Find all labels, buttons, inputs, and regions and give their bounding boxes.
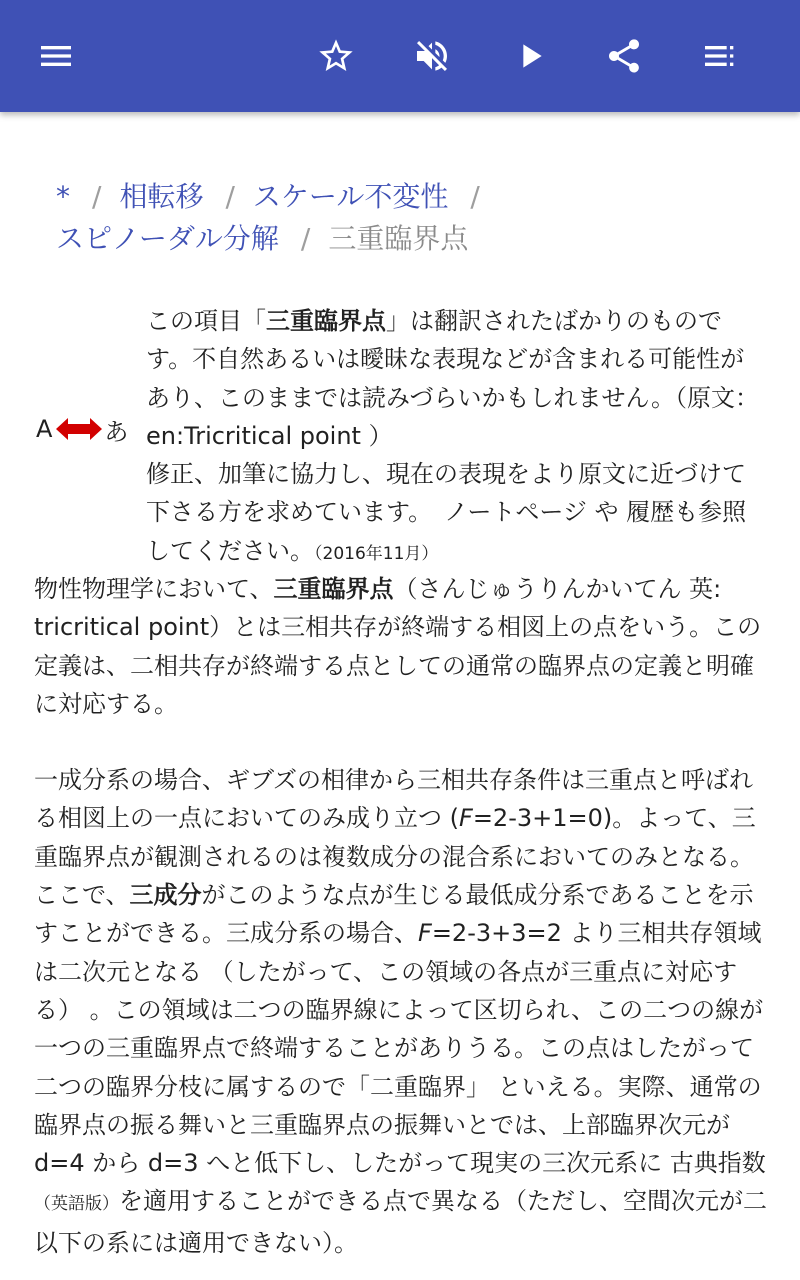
article-term: 三成分 [129,881,202,910]
breadcrumb-current: 三重臨界点 [328,222,469,255]
translation-notice [36,302,766,573]
double-arrow-icon [56,416,102,442]
translation-icon [36,412,140,446]
classical-exponent-link[interactable]: 古典指数 [669,1149,766,1178]
text: を適用することができる点で異なる（ただし、空間次元が二以下の系には適用できない）。 [34,1187,767,1257]
talk-page-link[interactable]: ノートページ [444,498,587,527]
notice-text: 修正、加筆に協力し、現在の表現をより原文に近づけて下さる方を求めています。 [146,460,746,527]
article-body [34,570,769,1262]
menu-icon[interactable] [28,28,84,84]
star-icon[interactable] [308,28,364,84]
text: 一成分系の場合、ギブズの相律から三相共存条件は三重点と呼ばれる相図上の一点においてのみ成り立つ ( [34,766,754,833]
breadcrumb-separator: / [470,180,480,213]
text: （さんじゅうりんかいてん 英: tricritical point）とは三相共存が終端する相図上の点をいう。この定義は、二相共存が終端する点としての通常の臨界点の定義と明確に対応する。 [34,575,762,718]
breadcrumb-item-spinodal[interactable]: スピノーダル分解 [56,222,279,255]
playlist-icon[interactable] [692,28,748,84]
source-link[interactable]: en:Tricritical point [146,421,361,450]
paragraph [34,761,769,1262]
translation-icon-a: A [36,415,53,443]
article-term: 三重臨界点 [273,575,394,603]
breadcrumb-item-scale-invariance[interactable]: スケール不変性 [252,180,449,213]
notice-title: 三重臨界点 [266,307,386,335]
play-icon[interactable] [502,28,558,84]
notice-text: この項目「 [146,307,266,335]
breadcrumb [56,176,756,260]
english-version-link[interactable]: （英語版） [34,1194,119,1215]
text: がこのような点が生じる最低成分系であることを示すことができる。三成分系の場合、 [34,881,754,948]
notice-text: や [586,498,627,527]
breadcrumb-separator: / [225,180,235,213]
paragraph [34,570,769,723]
translation-icon-a-jp: あ [104,417,129,446]
formula-var: F [418,919,432,948]
breadcrumb-item-root[interactable]: * [56,180,70,213]
notice-date: （2016年11月） [314,543,439,564]
text: 物性物理学において、 [34,575,274,603]
notice-text: 」は翻訳されたばかりのものです。不自然あるいは曖昧な表現などが含まれる可能性があり、このままでは読みづらいかもしれません。（原文： [146,307,759,412]
share-icon[interactable] [596,28,652,84]
breadcrumb-separator: / [300,222,311,255]
notice-text: ） [360,421,393,450]
notice-message [146,302,766,573]
breadcrumb-item-phase-transition[interactable]: 相転移 [119,180,204,213]
breadcrumb-separator: / [92,180,102,213]
notice-text: も参照してください。 [146,498,747,565]
formula-var: F [459,804,473,833]
text: =2-3+1=0)。よって、三重臨界点が観測されるのは複数成分の混合系においてのみとなる。ここで、 [34,804,756,910]
text: =2-3+3=2 より三相共存領域は二次元となる （したがって、この領域の各点が三重点に対応する） 。この領域は二つの臨界線によって区切られ、この二つの線が一つの三重臨界点で終端することがありうる。この点はしたがって二つの臨界分枝に属するので「二重臨界」 といえる。実際、通常の臨界点の振る舞いと三重臨界点の振舞いとでは、上部臨界次元が d=4 から d=3 へと低下し、したがって現実の三次元系に [34,919,764,1178]
app-bar [0,0,800,112]
history-link[interactable]: 履歴 [626,498,675,527]
volume-off-icon[interactable] [404,28,460,84]
